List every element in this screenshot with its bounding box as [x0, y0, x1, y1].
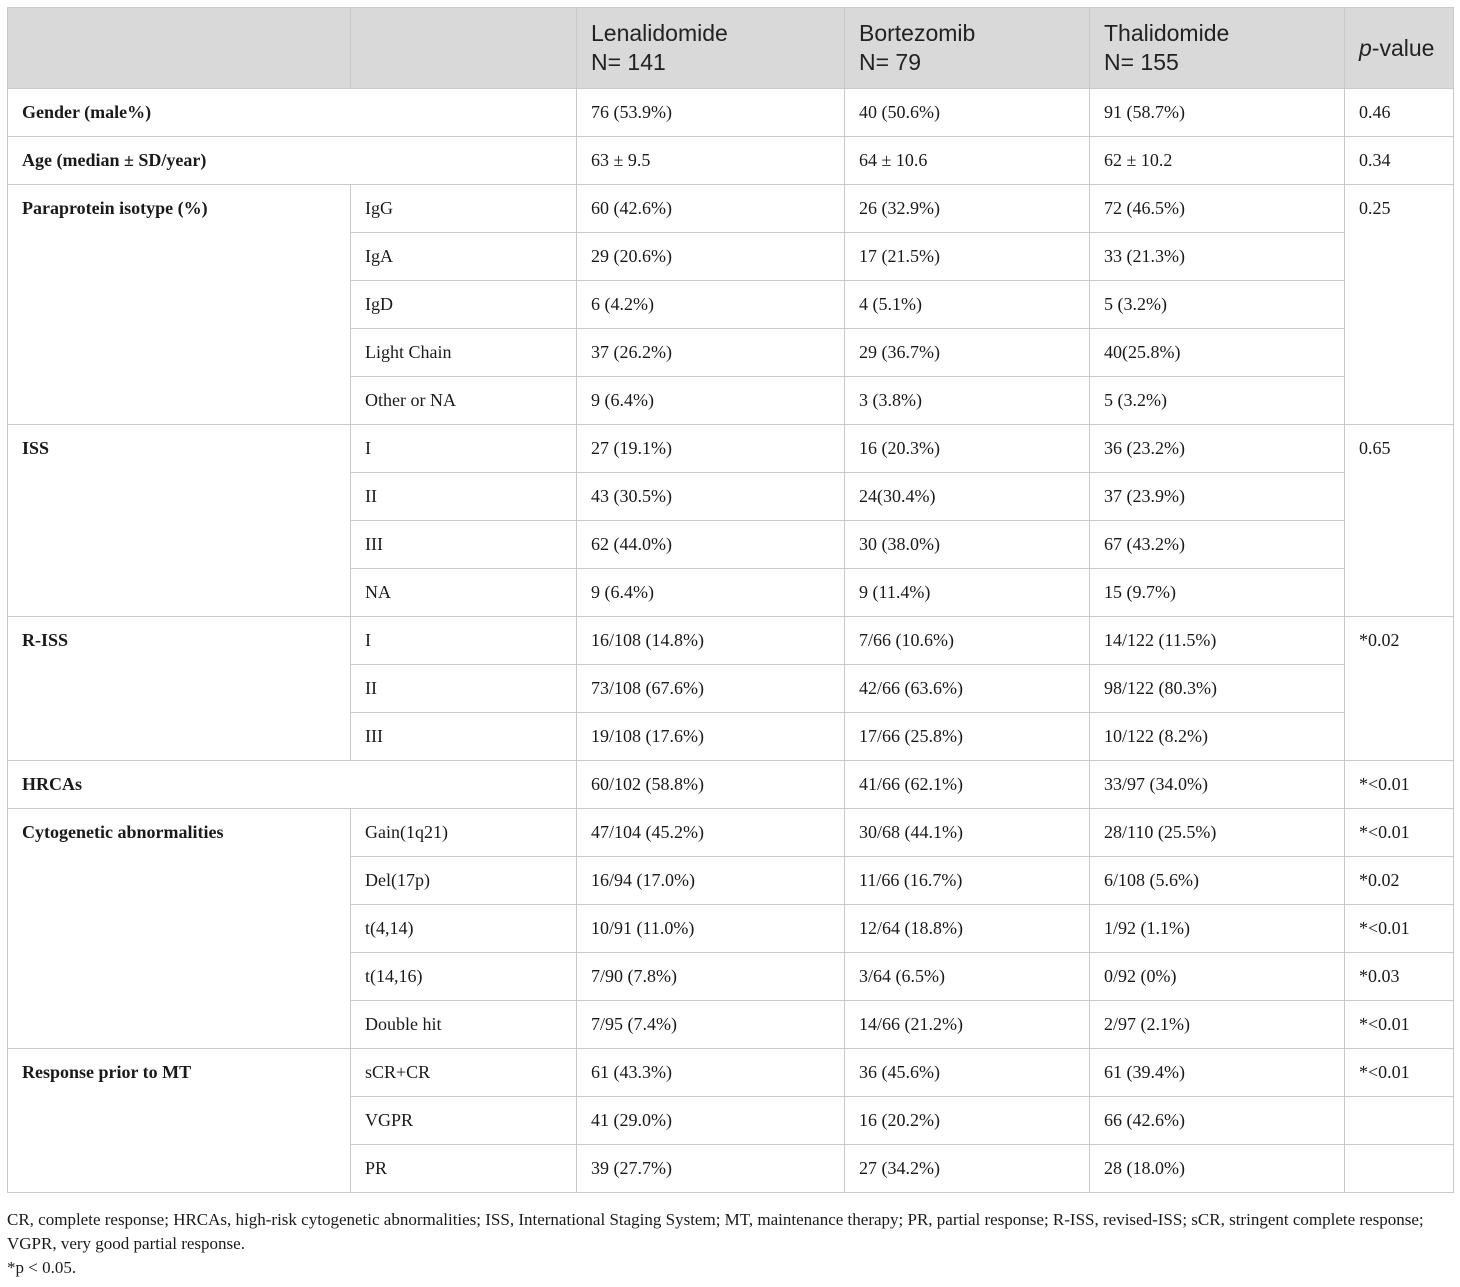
- riss-thalidomide: 98/122 (80.3%): [1090, 665, 1345, 713]
- riss-label: R-ISS: [8, 617, 351, 761]
- iss-thalidomide: 67 (43.2%): [1090, 521, 1345, 569]
- iss-sub-name: NA: [351, 569, 577, 617]
- header-blank-label: [8, 8, 351, 89]
- response-sub-name: PR: [351, 1145, 577, 1193]
- riss-sub-name: I: [351, 617, 577, 665]
- response-lenalidomide: 41 (29.0%): [577, 1097, 845, 1145]
- table-row-riss-i: [8, 617, 1454, 665]
- table-row-iss-i: [8, 425, 1454, 473]
- gender-label: Gender (male%): [8, 89, 577, 137]
- table-footnotes: [7, 1208, 1453, 1280]
- cyto-thalidomide: 1/92 (1.1%): [1090, 905, 1345, 953]
- cyto-lenalidomide: 10/91 (11.0%): [577, 905, 845, 953]
- footnote-significance: *p < 0.05.: [7, 1258, 77, 1277]
- cyto-sub-name: t(14,16): [351, 953, 577, 1001]
- iss-p-value: 0.65: [1345, 425, 1454, 617]
- cyto-thalidomide: 0/92 (0%): [1090, 953, 1345, 1001]
- cyto-sub-name: Del(17p): [351, 857, 577, 905]
- response-thalidomide: 28 (18.0%): [1090, 1145, 1345, 1193]
- table-row-cyto-gain1q21: [8, 809, 1454, 857]
- cyto-lenalidomide: 7/90 (7.8%): [577, 953, 845, 1001]
- paraprotein-thalidomide: 5 (3.2%): [1090, 281, 1345, 329]
- riss-lenalidomide: 16/108 (14.8%): [577, 617, 845, 665]
- response-lenalidomide: 61 (43.3%): [577, 1049, 845, 1097]
- table-row-gender: [8, 89, 1454, 137]
- hrcas-thalidomide: 33/97 (34.0%): [1090, 761, 1345, 809]
- footnote-abbreviations: CR, complete response; HRCAs, high-risk cytogenetic abnormalities; ISS, International Staging System; MT, maintenance therapy; PR, partial response; R-ISS, revised-ISS; sCR, stringent complete response; VGPR, very good partial response.: [7, 1210, 1424, 1253]
- response-bortezomib: 36 (45.6%): [845, 1049, 1090, 1097]
- paraprotein-bortezomib: 26 (32.9%): [845, 185, 1090, 233]
- paraprotein-sub-name: Other or NA: [351, 377, 577, 425]
- cyto-p-value: *<0.01: [1345, 1001, 1454, 1049]
- paraprotein-lenalidomide: 60 (42.6%): [577, 185, 845, 233]
- response-bortezomib: 16 (20.2%): [845, 1097, 1090, 1145]
- paraprotein-lenalidomide: 6 (4.2%): [577, 281, 845, 329]
- paraprotein-thalidomide: 5 (3.2%): [1090, 377, 1345, 425]
- header-thalidomide-name: Thalidomide: [1104, 20, 1230, 46]
- iss-thalidomide: 15 (9.7%): [1090, 569, 1345, 617]
- response-sub-name: sCR+CR: [351, 1049, 577, 1097]
- iss-bortezomib: 9 (11.4%): [845, 569, 1090, 617]
- header-row: [8, 8, 1454, 89]
- table-row-age: [8, 137, 1454, 185]
- cyto-thalidomide: 2/97 (2.1%): [1090, 1001, 1345, 1049]
- cyto-sub-name: Gain(1q21): [351, 809, 577, 857]
- baseline-characteristics-table: [7, 7, 1454, 1193]
- header-bortezomib-name: Bortezomib: [859, 20, 976, 46]
- paraprotein-lenalidomide: 37 (26.2%): [577, 329, 845, 377]
- iss-label: ISS: [8, 425, 351, 617]
- hrcas-bortezomib: 41/66 (62.1%): [845, 761, 1090, 809]
- paraprotein-bortezomib: 29 (36.7%): [845, 329, 1090, 377]
- response-bortezomib: 27 (34.2%): [845, 1145, 1090, 1193]
- paraprotein-lenalidomide: 9 (6.4%): [577, 377, 845, 425]
- response-lenalidomide: 39 (27.7%): [577, 1145, 845, 1193]
- paraprotein-sub-name: Light Chain: [351, 329, 577, 377]
- riss-lenalidomide: 19/108 (17.6%): [577, 713, 845, 761]
- response-thalidomide: 61 (39.4%): [1090, 1049, 1345, 1097]
- response-p-value-empty: [1345, 1145, 1454, 1193]
- gender-p-value: 0.46: [1345, 89, 1454, 137]
- paraprotein-bortezomib: 3 (3.8%): [845, 377, 1090, 425]
- cyto-lenalidomide: 16/94 (17.0%): [577, 857, 845, 905]
- table-container: [7, 7, 1453, 1193]
- cyto-lenalidomide: 7/95 (7.4%): [577, 1001, 845, 1049]
- cyto-thalidomide: 28/110 (25.5%): [1090, 809, 1345, 857]
- hrcas-lenalidomide: 60/102 (58.8%): [577, 761, 845, 809]
- riss-thalidomide: 14/122 (11.5%): [1090, 617, 1345, 665]
- header-blank-sub: [351, 8, 577, 89]
- iss-lenalidomide: 62 (44.0%): [577, 521, 845, 569]
- iss-lenalidomide: 43 (30.5%): [577, 473, 845, 521]
- table-row-hrcas: [8, 761, 1454, 809]
- iss-sub-name: I: [351, 425, 577, 473]
- paraprotein-sub-name: IgA: [351, 233, 577, 281]
- response-thalidomide: 66 (42.6%): [1090, 1097, 1345, 1145]
- header-bortezomib: [845, 8, 1090, 89]
- iss-bortezomib: 16 (20.3%): [845, 425, 1090, 473]
- iss-bortezomib: 24(30.4%): [845, 473, 1090, 521]
- header-thalidomide: [1090, 8, 1345, 89]
- iss-bortezomib: 30 (38.0%): [845, 521, 1090, 569]
- age-bortezomib: 64 ± 10.6: [845, 137, 1090, 185]
- paraprotein-label: Paraprotein isotype (%): [8, 185, 351, 425]
- riss-bortezomib: 42/66 (63.6%): [845, 665, 1090, 713]
- paraprotein-lenalidomide: 29 (20.6%): [577, 233, 845, 281]
- cyto-lenalidomide: 47/104 (45.2%): [577, 809, 845, 857]
- cyto-p-value: *<0.01: [1345, 809, 1454, 857]
- response-label: Response prior to MT: [8, 1049, 351, 1193]
- iss-lenalidomide: 9 (6.4%): [577, 569, 845, 617]
- riss-p-value: *0.02: [1345, 617, 1454, 761]
- cyto-bortezomib: 30/68 (44.1%): [845, 809, 1090, 857]
- header-lenalidomide-n: N= 141: [591, 49, 666, 75]
- riss-sub-name: III: [351, 713, 577, 761]
- cyto-p-value: *<0.01: [1345, 905, 1454, 953]
- header-p-value: [1345, 8, 1454, 89]
- gender-bortezomib: 40 (50.6%): [845, 89, 1090, 137]
- cyto-sub-name: t(4,14): [351, 905, 577, 953]
- header-thalidomide-n: N= 155: [1104, 49, 1179, 75]
- paraprotein-bortezomib: 17 (21.5%): [845, 233, 1090, 281]
- age-label: Age (median ± SD/year): [8, 137, 577, 185]
- iss-sub-name: III: [351, 521, 577, 569]
- header-p-rest: -value: [1371, 34, 1435, 61]
- cyto-bortezomib: 11/66 (16.7%): [845, 857, 1090, 905]
- table-row-response-scr-cr: [8, 1049, 1454, 1097]
- cyto-p-value: *0.02: [1345, 857, 1454, 905]
- riss-sub-name: II: [351, 665, 577, 713]
- iss-thalidomide: 37 (23.9%): [1090, 473, 1345, 521]
- paraprotein-sub-name: IgD: [351, 281, 577, 329]
- paraprotein-p-value: 0.25: [1345, 185, 1454, 425]
- paraprotein-sub-name: IgG: [351, 185, 577, 233]
- riss-thalidomide: 10/122 (8.2%): [1090, 713, 1345, 761]
- cyto-label: Cytogenetic abnormalities: [8, 809, 351, 1049]
- cyto-thalidomide: 6/108 (5.6%): [1090, 857, 1345, 905]
- header-lenalidomide-name: Lenalidomide: [591, 20, 728, 46]
- age-thalidomide: 62 ± 10.2: [1090, 137, 1345, 185]
- age-p-value: 0.34: [1345, 137, 1454, 185]
- hrcas-p-value: *<0.01: [1345, 761, 1454, 809]
- paraprotein-thalidomide: 40(25.8%): [1090, 329, 1345, 377]
- response-p-value-empty: [1345, 1097, 1454, 1145]
- cyto-bortezomib: 12/64 (18.8%): [845, 905, 1090, 953]
- iss-thalidomide: 36 (23.2%): [1090, 425, 1345, 473]
- header-bortezomib-n: N= 79: [859, 49, 922, 75]
- cyto-sub-name: Double hit: [351, 1001, 577, 1049]
- paraprotein-bortezomib: 4 (5.1%): [845, 281, 1090, 329]
- age-lenalidomide: 63 ± 9.5: [577, 137, 845, 185]
- paraprotein-thalidomide: 33 (21.3%): [1090, 233, 1345, 281]
- header-lenalidomide: [577, 8, 845, 89]
- paraprotein-thalidomide: 72 (46.5%): [1090, 185, 1345, 233]
- cyto-p-value: *0.03: [1345, 953, 1454, 1001]
- response-p-value: *<0.01: [1345, 1049, 1454, 1097]
- cyto-bortezomib: 14/66 (21.2%): [845, 1001, 1090, 1049]
- riss-lenalidomide: 73/108 (67.6%): [577, 665, 845, 713]
- gender-thalidomide: 91 (58.7%): [1090, 89, 1345, 137]
- hrcas-label: HRCAs: [8, 761, 577, 809]
- gender-lenalidomide: 76 (53.9%): [577, 89, 845, 137]
- iss-lenalidomide: 27 (19.1%): [577, 425, 845, 473]
- riss-bortezomib: 17/66 (25.8%): [845, 713, 1090, 761]
- riss-bortezomib: 7/66 (10.6%): [845, 617, 1090, 665]
- response-sub-name: VGPR: [351, 1097, 577, 1145]
- table-row-paraprotein-igg: [8, 185, 1454, 233]
- header-p-italic: p: [1359, 34, 1372, 61]
- iss-sub-name: II: [351, 473, 577, 521]
- cyto-bortezomib: 3/64 (6.5%): [845, 953, 1090, 1001]
